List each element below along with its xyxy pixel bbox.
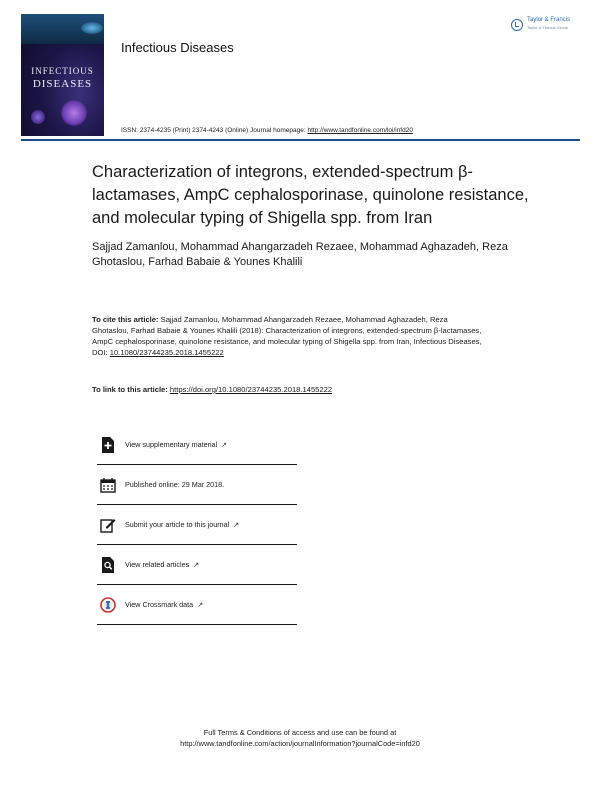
publisher-logo[interactable] [511, 17, 586, 37]
action-published-online [97, 465, 297, 505]
terms-footer [0, 727, 600, 749]
search-document-icon [97, 554, 119, 576]
article-actions [97, 425, 297, 625]
action-label: View supplementary material [125, 440, 218, 449]
action-label: View related articles [125, 560, 190, 569]
article-link-line [92, 385, 332, 394]
citation-text: Sajjad Zamanlou, Mohammad Ahangarzadeh Rezaee, Mohammad Aghazadeh, Reza Ghotaslou, Farhad Babaie & Younes Khalili (2018): Characterization of integrons, extended-spectrum β-lactamases, AmpC cephalosporinase, quinolone resistance, and molecular typing of Shigella spp. from Iran, Infectious Diseases, DOI: [92, 315, 482, 357]
publisher-group: Taylor & Francis Group [527, 25, 568, 30]
journal-homepage-link[interactable]: http://www.tandfonline.com/loi/infd20 [307, 127, 413, 134]
article-doi-url[interactable]: https://doi.org/10.1080/23744235.2018.1455222 [169, 385, 333, 394]
cover-decoration [81, 22, 103, 34]
journal-name: Infectious Diseases [121, 40, 234, 55]
crossmark-icon [97, 594, 119, 616]
action-label: View Crossmark data [125, 600, 194, 609]
issn-text: ISSN: 2374-4235 (Print) 2374-4243 (Online) Journal homepage: [121, 127, 308, 134]
action-crossmark[interactable] [97, 585, 297, 625]
citation-block [92, 314, 482, 358]
cover-decoration [61, 100, 87, 126]
plus-document-icon [97, 434, 119, 456]
footer-line1: Full Terms & Conditions of access and use can be found at [203, 728, 397, 737]
citation-label: To cite this article: [92, 315, 159, 324]
header-divider [21, 139, 580, 141]
article-authors: Sajjad Zamanlou, Mohammad Ahangarzadeh Rezaee, Mohammad Aghazadeh, Reza Ghotaslou, Farhad Babaie & Younes Khalili [92, 241, 508, 268]
footer-terms-link[interactable]: http://www.tandfonline.com/action/journalInformation?journalCode=infd20 [180, 739, 420, 748]
publisher-logo-icon [511, 19, 523, 31]
external-link-icon: ↗ [233, 521, 240, 529]
external-link-icon: ↗ [197, 601, 204, 609]
cover-decoration [31, 110, 45, 124]
action-label: Published online: 29 Mar 2018. [125, 480, 225, 489]
article-title: Characterization of integrons, extended-spectrum β-lactamases, AmpC cephalosporinase, quinolone resistance, and molecular typing of Shigella spp. from Iran [92, 163, 529, 227]
edit-icon [97, 514, 119, 536]
external-link-icon: ↗ [221, 441, 228, 449]
citation-doi-link[interactable]: 10.1080/23744235.2018.1455222 [109, 348, 224, 357]
article-link-label: To link to this article: [92, 385, 170, 394]
calendar-icon [97, 474, 119, 496]
action-supplementary[interactable] [97, 425, 297, 465]
publisher-name: Taylor & Francis [527, 17, 571, 23]
cover-title-line2: DISEASES [32, 78, 93, 90]
journal-cover-image [21, 14, 104, 136]
action-label: Submit your article to this journal [125, 520, 230, 529]
issn-line [121, 127, 413, 134]
cover-title-line1: INFECTIOUS [31, 66, 94, 76]
action-submit-article[interactable] [97, 505, 297, 545]
action-related-articles[interactable] [97, 545, 297, 585]
external-link-icon: ↗ [193, 561, 200, 569]
